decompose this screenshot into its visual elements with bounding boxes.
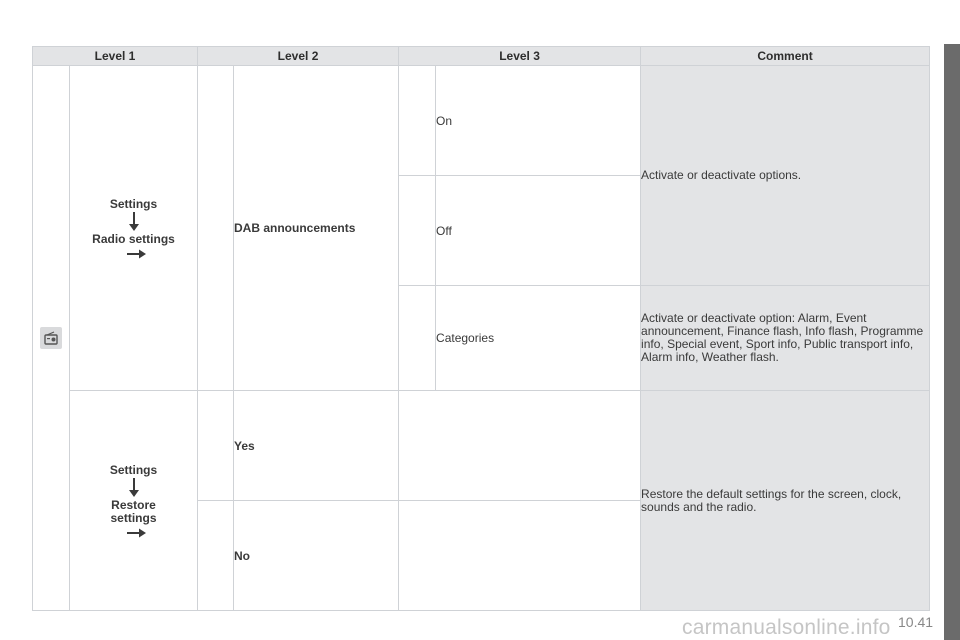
comment-categories: Activate or deactivate option: Alarm, Event announcement, Finance flash, Info flash, Programme info, Special event, Sport info, Public transport info, Alarm info, Weather flash. — [641, 286, 930, 391]
option-yes[interactable]: Yes — [234, 391, 399, 501]
section1-path-cell — [70, 66, 198, 391]
radio-icon-glyph — [44, 331, 58, 345]
section1-path — [70, 198, 197, 259]
option-off[interactable]: Off — [436, 176, 641, 286]
option-categories[interactable]: Categories — [436, 286, 641, 391]
section2-path-cell — [70, 391, 198, 611]
arrow-right-icon — [127, 249, 147, 259]
arrow-down-icon — [128, 478, 140, 498]
level3-spacer — [399, 286, 436, 391]
settings-menu-table — [32, 46, 930, 611]
option-no[interactable]: No — [234, 501, 399, 611]
level2-spacer — [198, 391, 234, 501]
section2-path — [70, 464, 197, 538]
header-comment: Comment — [641, 47, 930, 66]
right-scrollbar — [944, 44, 960, 640]
path-settings-2: Settings — [109, 462, 158, 477]
header-level2: Level 2 — [198, 47, 399, 66]
radio-icon[interactable] — [40, 327, 62, 349]
level3-spacer — [399, 176, 436, 286]
arrow-right-icon — [127, 528, 147, 538]
level3-empty — [399, 501, 641, 611]
watermark: carmanualsonline.info — [682, 616, 891, 639]
path-radio-settings: Radio settings — [92, 231, 175, 246]
header-level3: Level 3 — [399, 47, 641, 66]
header-level1: Level 1 — [33, 47, 198, 66]
comment-restore: Restore the default settings for the screen, clock, sounds and the radio. — [641, 391, 930, 611]
option-on[interactable]: On — [436, 66, 641, 176]
level3-empty — [399, 391, 641, 501]
level3-spacer — [399, 66, 436, 176]
level2-spacer — [198, 66, 234, 391]
dab-announcements-label[interactable]: DAB announcements — [234, 66, 399, 391]
table-header-row — [33, 47, 930, 66]
table-row — [33, 66, 930, 176]
path-restore-settings: Restore settings — [110, 497, 157, 525]
comment-onoff: Activate or deactivate options. — [641, 66, 930, 286]
page-number: 10.41 — [898, 614, 934, 630]
path-settings: Settings — [109, 196, 158, 211]
arrow-down-icon — [128, 212, 140, 232]
level1-icon-cell — [33, 66, 70, 611]
level2-spacer — [198, 501, 234, 611]
table-row — [33, 391, 930, 501]
